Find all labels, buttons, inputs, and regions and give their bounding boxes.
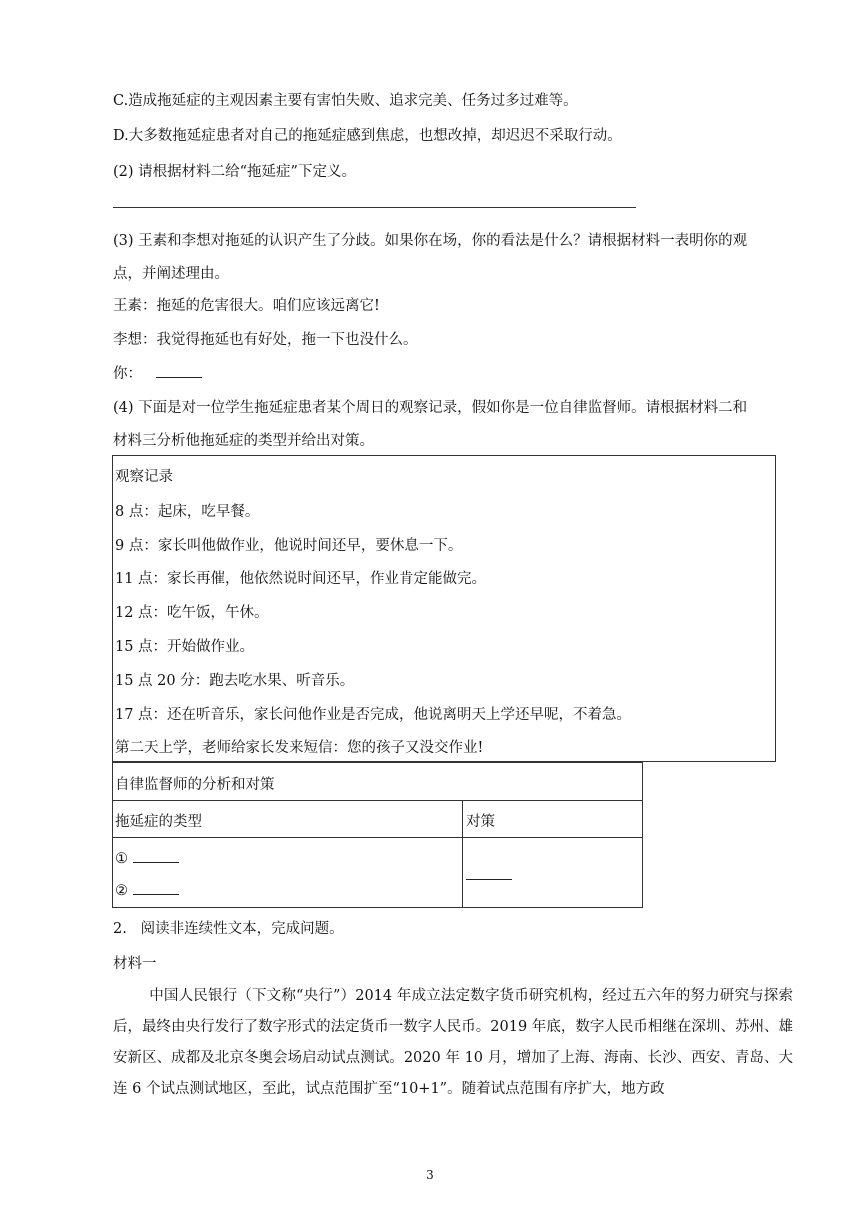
observation-box	[112, 455, 776, 762]
table-column-divider	[462, 800, 463, 907]
observation-row: 8 点：起床，吃早餐。	[115, 504, 260, 520]
observation-row: 11 点：家长再催，他依然说时间还早，作业肯定能做完。	[115, 571, 487, 587]
column-strategy-header: 对策	[466, 814, 495, 830]
type-1-blank[interactable]	[133, 849, 179, 863]
observation-row: 9 点：家长叫他做作业，他说时间还早，要休息一下。	[115, 538, 463, 554]
material-one-label: 材料一	[113, 956, 157, 972]
observation-row: 12 点：吃午饭，午休。	[115, 605, 269, 621]
question-3-line2: 点，并阐述理由。	[113, 266, 229, 282]
question-2-title: 2. 阅读非连续性文本，完成问题。	[113, 921, 344, 937]
dialogue-you	[113, 362, 202, 383]
type-item-2-marker: ②	[115, 883, 128, 899]
type-2-blank[interactable]	[133, 881, 179, 895]
strategy-cell	[466, 866, 512, 884]
table-divider	[113, 837, 642, 838]
type-item-2	[115, 881, 179, 899]
observation-title: 观察记录	[115, 469, 173, 485]
analysis-table	[112, 762, 643, 908]
page-number: 3	[426, 1168, 434, 1182]
column-type-header: 拖延症的类型	[115, 814, 202, 830]
dialogue-lixiang: 李想：我觉得拖延也有好处，拖一下也没什么。	[113, 332, 418, 348]
observation-row: 第二天上学，老师给家长发来短信：您的孩子又没交作业!	[115, 740, 484, 756]
strategy-blank[interactable]	[466, 866, 512, 880]
question-4-line2: 材料三分析他拖延症的类型并给出对策。	[113, 433, 374, 449]
question-2: (2) 请根据材料二给“拖延症”下定义。	[113, 164, 356, 180]
dialogue-wangsu: 王素：拖延的危害很大。咱们应该远离它!	[113, 298, 380, 314]
observation-row: 17 点：还在听音乐，家长问他作业是否完成，他说离明天上学还早呢，不着急。	[115, 707, 632, 723]
material-one-paragraph: 中国人民银行（下文称“央行”）2014 年成立法定数字货币研究机构，经过五六年的努力研究与探索后，最终由央行发行了数字形式的法定货币一数字人民币。2019 年底，数字人民币相继在深圳、苏州、雄安新区、成都及北京冬奥会场启动试点测试。2020 年 10 月，增加了上海、海南、长沙、西安、青岛、大连 6 个试点测试地区，至此，试点范围扩至“10+1”。随着试点范围有序扩大，地方政	[113, 988, 793, 1097]
type-item-1	[115, 849, 179, 867]
you-label: 你：	[113, 366, 142, 382]
option-c: C.造成拖延症的主观因素主要有害怕失败、追求完美、任务过多过难等。	[113, 93, 578, 109]
you-answer-blank[interactable]	[156, 364, 202, 378]
observation-row: 15 点：开始做作业。	[115, 639, 255, 655]
observation-row: 15 点 20 分：跑去吃水果、听音乐。	[115, 673, 355, 689]
option-d: D.大多数拖延症患者对自己的拖延症感到焦虑，也想改掉，却迟迟不采取行动。	[113, 128, 622, 144]
table-divider	[113, 800, 642, 801]
type-item-1-marker: ①	[115, 851, 128, 867]
question-3-line1: (3) 王素和李想对拖延的认识产生了分歧。如果你在场，你的看法是什么？请根据材料一表明你的观	[113, 233, 748, 249]
analysis-title: 自律监督师的分析和对策	[115, 777, 275, 793]
answer-line	[113, 207, 636, 208]
question-4-line1: (4) 下面是对一位学生拖延症患者某个周日的观察记录，假如你是一位自律监督师。请根据材料二和	[113, 400, 748, 416]
